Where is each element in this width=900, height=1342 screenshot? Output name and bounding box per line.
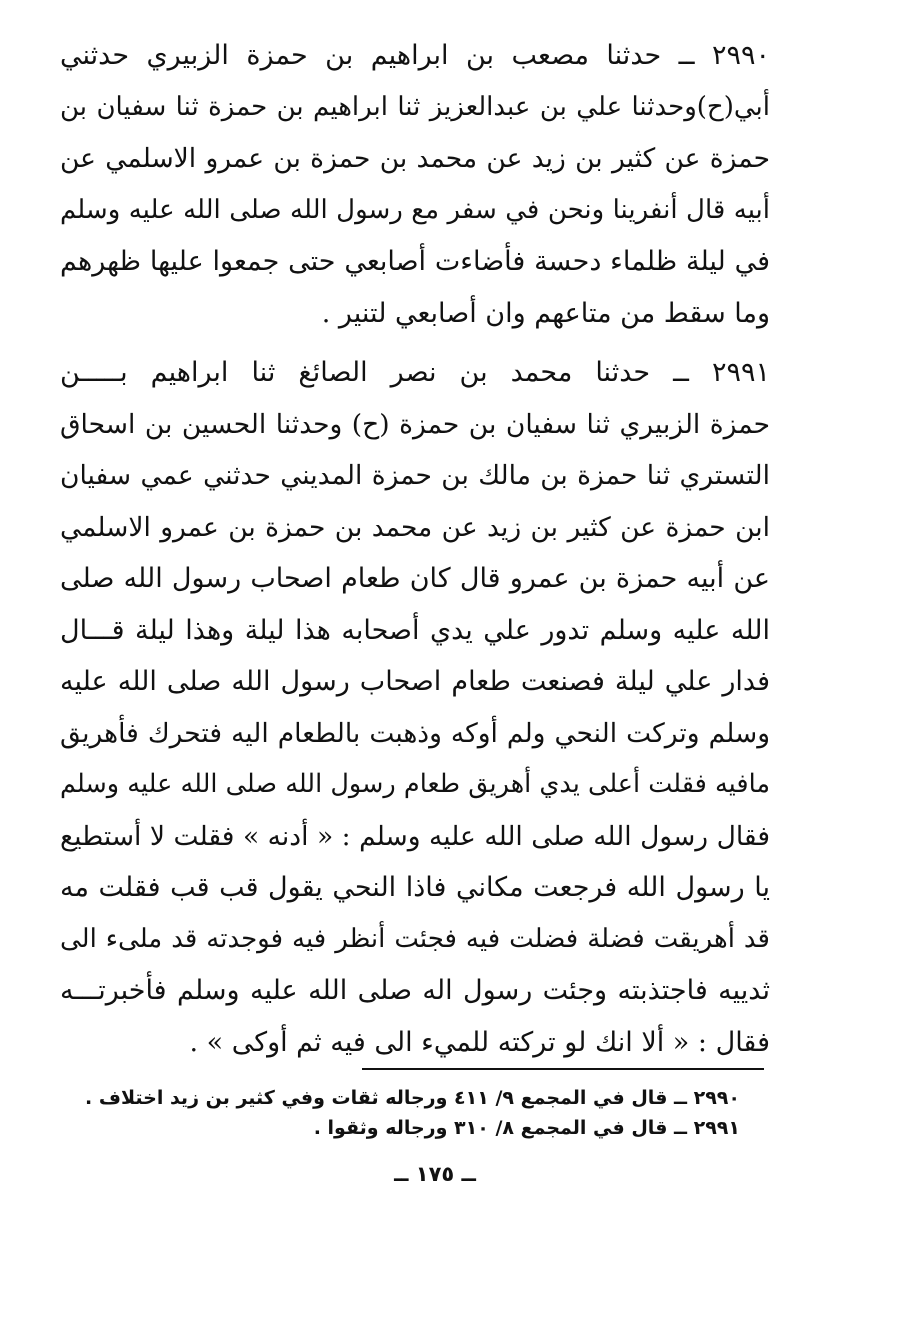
text-line: وما سقط من متاعهم وان أصابعي لتنير . (321, 297, 770, 329)
text-line: الله عليه وسلم تدور علي يدي أصحابه هذا ليلة وهذا ليلة قـــال (60, 614, 770, 646)
text-line: ثدييه فاجتذبته وجئت رسول اله صلى الله عليه وسلم فأخبرتـــه (60, 975, 770, 1006)
footnote-divider (362, 1068, 764, 1070)
text-line: ٢٩٩٠ ــ حدثنا مصعب بن ابراهيم بن حمزة الزبيري حدثني (60, 40, 770, 71)
text-line: فدار علي ليلة فصنعت طعام اصحاب رسول الله صلى الله عليه (60, 666, 770, 697)
text-line: فقال : « ألا انك لو تركته للميء الى فيه ثم أوكى » . (189, 1026, 770, 1058)
footnote: ٢٩٩١ ــ قال في المجمع ٨/ ٣١٠ ورجاله وثقوا . (313, 1117, 740, 1139)
text-line: ٢٩٩١ ــ حدثنا محمد بن نصر الصائغ ثنا ابراهيم بـــــن (60, 357, 770, 388)
footnotes (60, 1083, 740, 1143)
text-line: مافيه فقلت أعلى يدي أهريق طعام رسول الله صلى الله عليه وسلم (60, 769, 770, 799)
text-line: ابن حمزة عن كثير بن زيد عن محمد بن حمزة بن عمرو الاسلمي (60, 511, 770, 543)
text-line: قد أهريقت فضلة فضلت فيه فجئت أنظر فيه فوجدته قد ملىء الى (60, 923, 770, 954)
footnote: ٢٩٩٠ ــ قال في المجمع ٩/ ٤١١ ورجاله ثقات وفي كثير بن زيد اختلاف . (85, 1087, 740, 1109)
hadith-2990 (60, 30, 770, 339)
text-line: التستري ثنا حمزة بن مالك بن حمزة المديني حدثني عمي سفيان (60, 460, 770, 491)
text-line: أبيه قال أنفرينا ونحن في سفر مع رسول الله صلى الله عليه وسلم (60, 194, 770, 225)
text-line: يا رسول الله فرجعت مكاني فاذا النحي يقول قب قب فقلت مه (60, 872, 770, 903)
text-line: فقال رسول الله صلى الله عليه وسلم : « أدنه » فقلت لا أستطيع (60, 820, 770, 852)
text-line: وسلم وتركت النحي ولم أوكه وذهبت بالطعام اليه فتحرك فأهريق (60, 717, 770, 749)
hadith-2991 (60, 347, 770, 1068)
text-line: في ليلة ظلماء دحسة فأضاءت أصابعي حتى جمعوا عليها ظهرهم (60, 246, 770, 277)
text-line: حمزة الزبيري ثنا سفيان بن حمزة (ح) وحدثنا الحسين بن اسحاق (60, 408, 770, 440)
text-line: حمزة عن كثير بن زيد عن محمد بن حمزة بن عمرو الاسلمي عن (60, 143, 770, 174)
main-text (60, 30, 770, 1068)
page-number: ــ ١٧٥ ــ (394, 1162, 476, 1186)
text-line: عن أبيه حمزة بن عمرو قال كان طعام اصحاب رسول الله صلى (60, 563, 770, 594)
text-line: أبي(ح)وحدثنا علي بن عبدالعزيز ثنا ابراهيم بن حمزة ثنا سفيان بن (60, 91, 770, 122)
